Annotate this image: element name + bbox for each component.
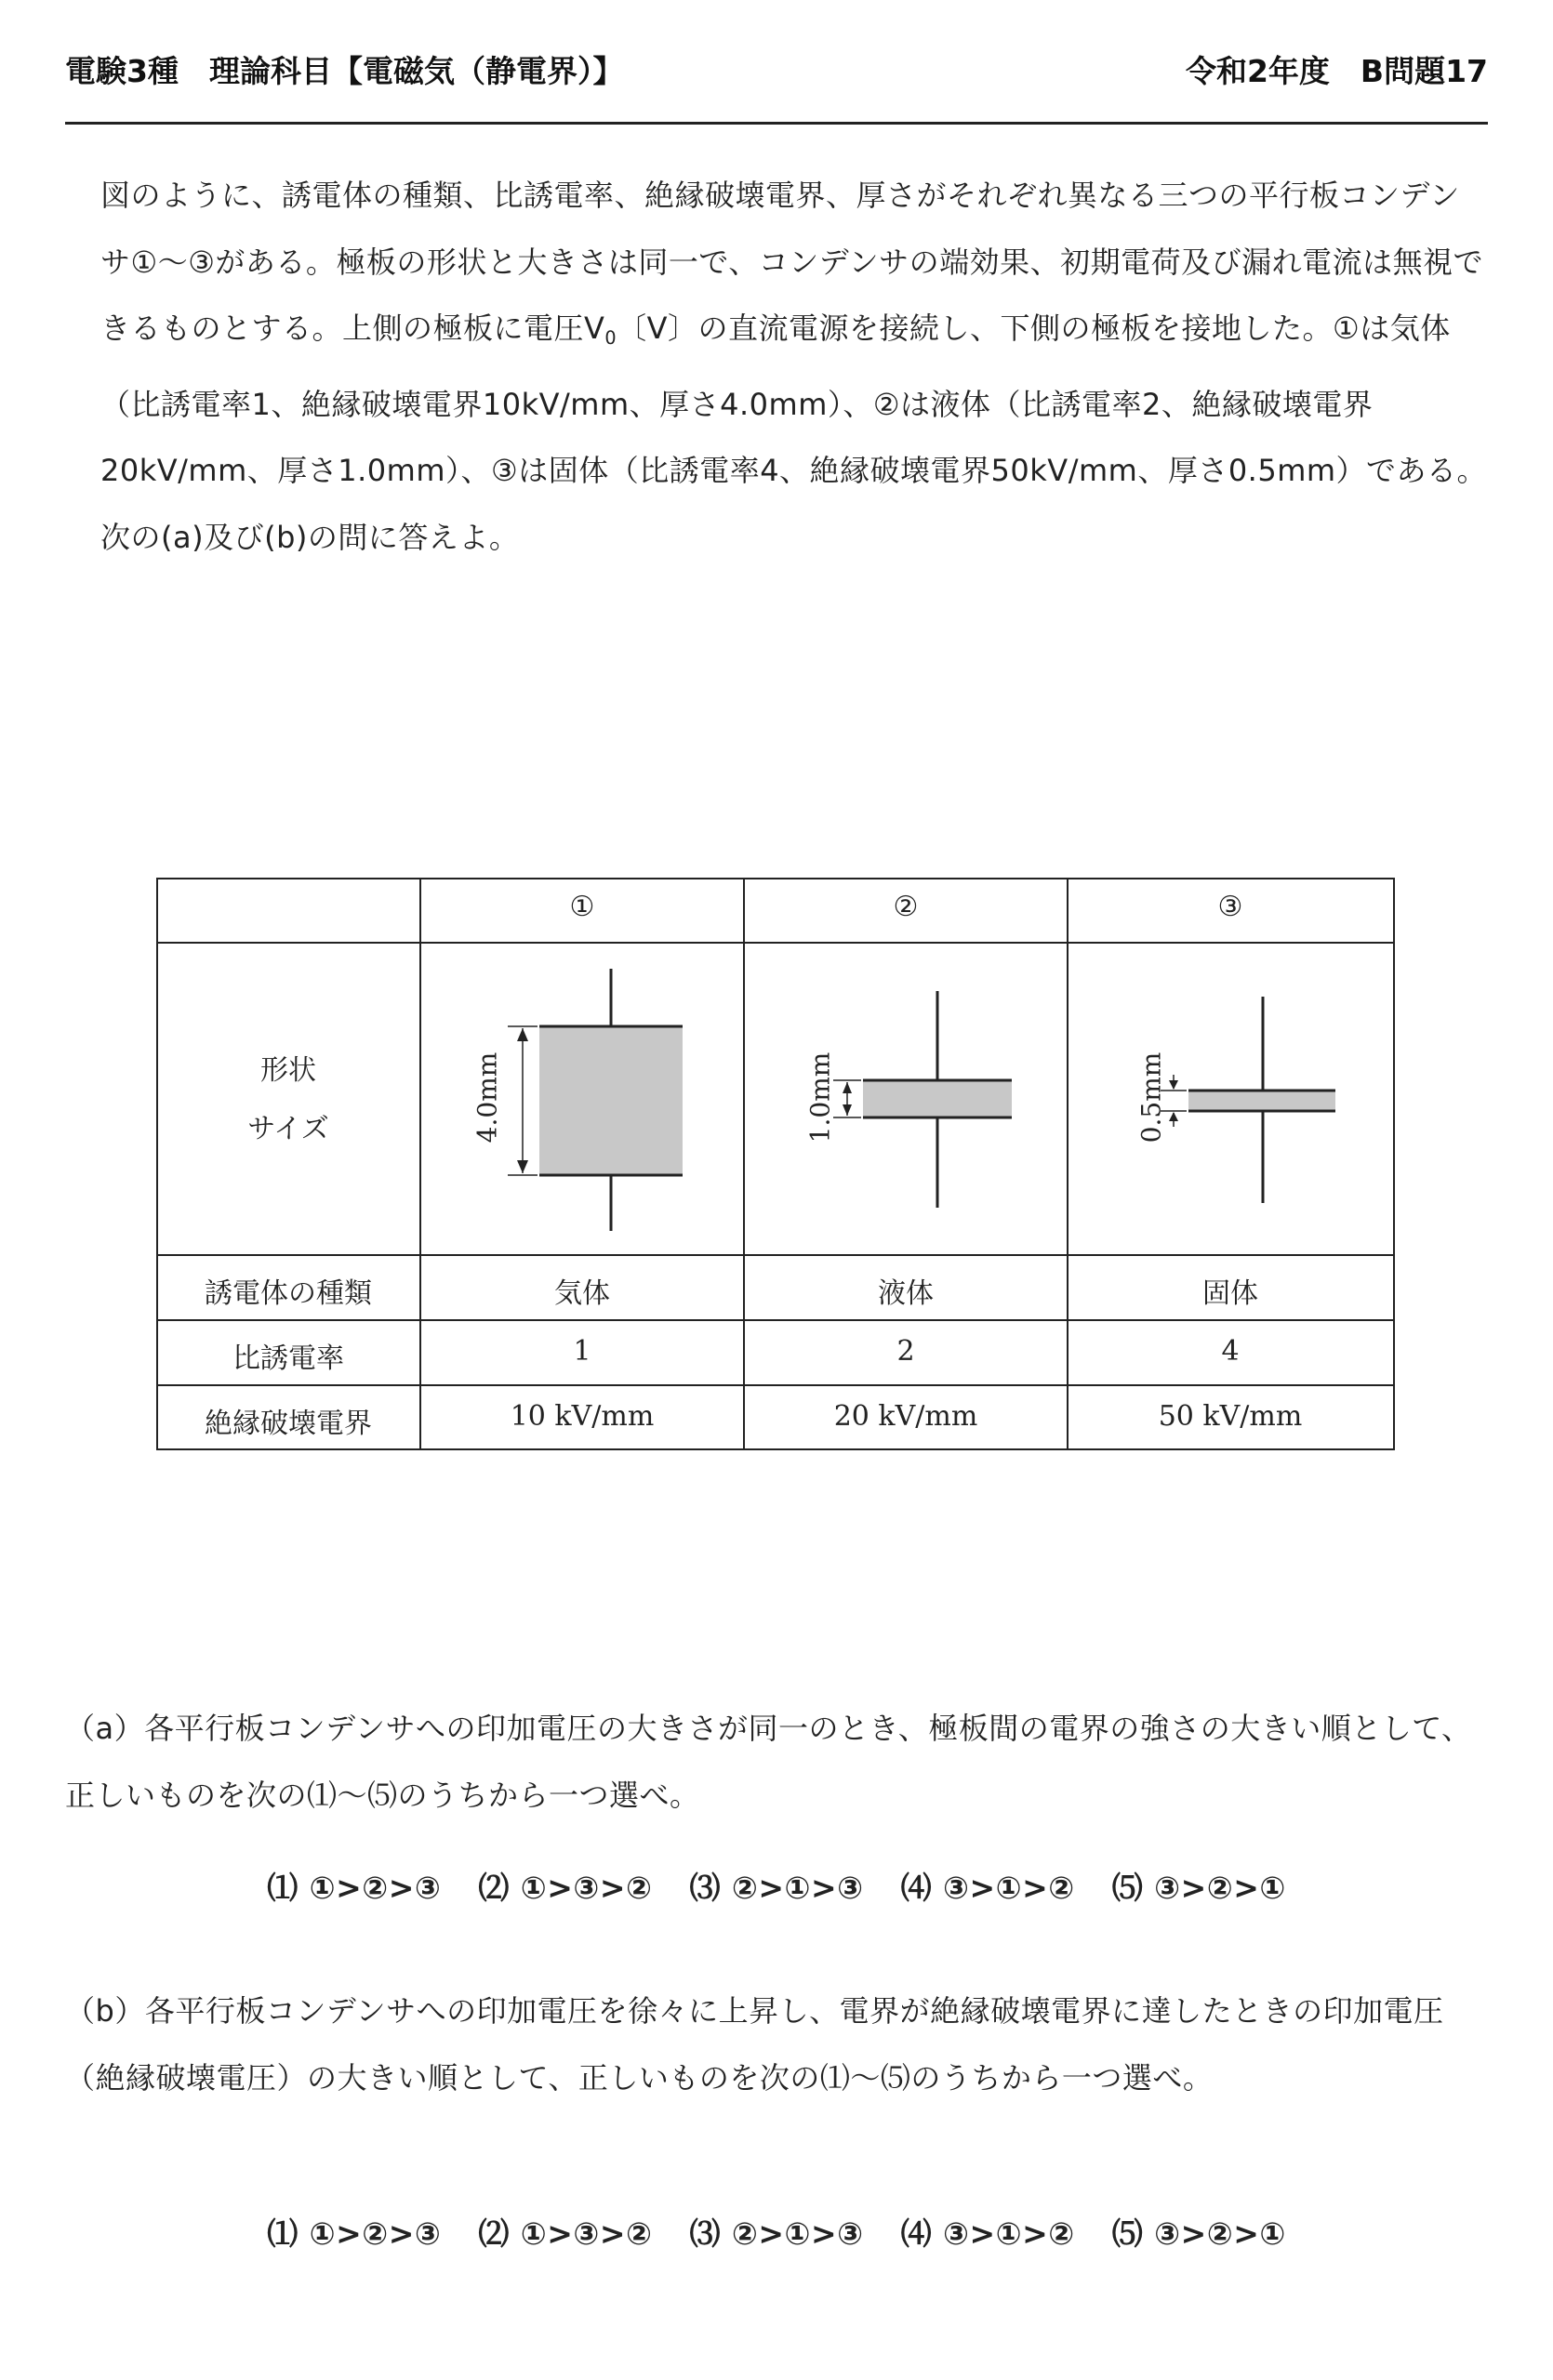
intro-text-1: 図のように、誘電体の種類、比誘電率、絶縁破壊電界、厚さがそれぞれ異なる三つの平行板コンデンサ①～③がある。極板の形状と大きさは同一で、コンデンサの端効果、初期電荷及び漏れ電流は無視できるものとする。上側の極板に電圧V [100, 178, 1484, 346]
row-label-permittivity: 比誘電率 [232, 1342, 344, 1375]
intro-text-2: 〔V〕の直流電源を接続し、下側の極板を接地した。①は気体（比誘電率1、絶縁破壊電界10kV/mm、厚さ4.0mm）、②は液体（比誘電率2、絶縁破壊電界20kV/mm、厚さ1.0mm）、③は固体（比誘電率4、絶縁破壊電界50kV/mm、厚さ0.5mm）である。次の(a)及び(b)の問に答えよ。 [100, 311, 1488, 555]
col-header-1: ① [569, 891, 595, 923]
question-b [65, 1978, 1488, 2111]
question-b-choice-5[interactable]: ⑸ ③>②>① [1111, 2215, 1286, 2252]
voltage-subscript: 0 [604, 327, 617, 349]
capacitor-table-figure [156, 878, 1395, 1450]
question-b-text: （b）各平行板コンデンサへの印加電圧を徐々に上昇し、電界が絶縁破壊電界に達したときの印加電圧（絶縁破壊電圧）の大きい順として、正しいものを次の⑴～⑸のうちから一つ選べ。 [65, 1993, 1444, 2096]
question-a-choice-4[interactable]: ⑷ ③>①>② [900, 1870, 1075, 1906]
dim-label-1: 4.0mm [471, 1051, 503, 1144]
capacitor-1-drawing [508, 969, 683, 1231]
question-b-choice-1[interactable]: ⑴ ①>②>③ [267, 2215, 442, 2252]
question-a-choice-5[interactable]: ⑸ ③>②>① [1111, 1870, 1286, 1906]
question-b-choices [65, 2205, 1488, 2263]
col-header-3: ③ [1217, 891, 1243, 923]
question-a-text: （a）各平行板コンデンサへの印加電圧の大きさが同一のとき、極板間の電界の強さの大きい順として、正しいものを次の⑴～⑸のうちから一つ選べ。 [65, 1711, 1472, 1813]
col-header-2: ② [893, 891, 919, 923]
cell-permittivity-3: 4 [1221, 1335, 1240, 1368]
question-b-choice-4[interactable]: ⑷ ③>①>② [900, 2215, 1075, 2252]
problem-statement [65, 163, 1488, 571]
question-b-choice-3[interactable]: ⑶ ②>①>③ [689, 2215, 864, 2252]
question-a-choice-2[interactable]: ⑵ ①>③>② [478, 1870, 653, 1906]
cell-type-1: 気体 [554, 1277, 610, 1310]
cell-type-3: 固体 [1202, 1277, 1258, 1310]
question-a-choice-1[interactable]: ⑴ ①>②>③ [267, 1870, 442, 1906]
question-a-choices [65, 1859, 1488, 1917]
header-divider [65, 122, 1488, 125]
page-header [65, 41, 1488, 97]
row-label-dielectric-type: 誘電体の種類 [205, 1277, 372, 1310]
row-label-breakdown-field: 絶縁破壊電界 [205, 1408, 372, 1440]
dim-label-3: 0.5mm [1135, 1051, 1167, 1144]
cell-type-2: 液体 [878, 1277, 934, 1310]
capacitor-3-drawing [1161, 997, 1335, 1203]
shape-label: 形状 [260, 1054, 316, 1087]
cell-breakdown-2: 20 kV/mm [833, 1400, 978, 1433]
question-b-choice-2[interactable]: ⑵ ①>③>② [478, 2215, 653, 2252]
capacitor-2-drawing [833, 991, 1012, 1208]
question-a [65, 1696, 1488, 1829]
header-exam-info: 令和2年度 B問題17 [1185, 52, 1488, 89]
cell-breakdown-3: 50 kV/mm [1158, 1400, 1303, 1433]
header-title: 電験3種 理論科目【電磁気（静電界）】 [65, 52, 624, 89]
cell-permittivity-2: 2 [896, 1335, 915, 1368]
cell-permittivity-1: 1 [573, 1335, 591, 1368]
size-label: サイズ [247, 1113, 329, 1145]
dim-label-2: 1.0mm [804, 1051, 836, 1144]
question-a-choice-3[interactable]: ⑶ ②>①>③ [689, 1870, 864, 1906]
cell-breakdown-1: 10 kV/mm [510, 1400, 655, 1433]
